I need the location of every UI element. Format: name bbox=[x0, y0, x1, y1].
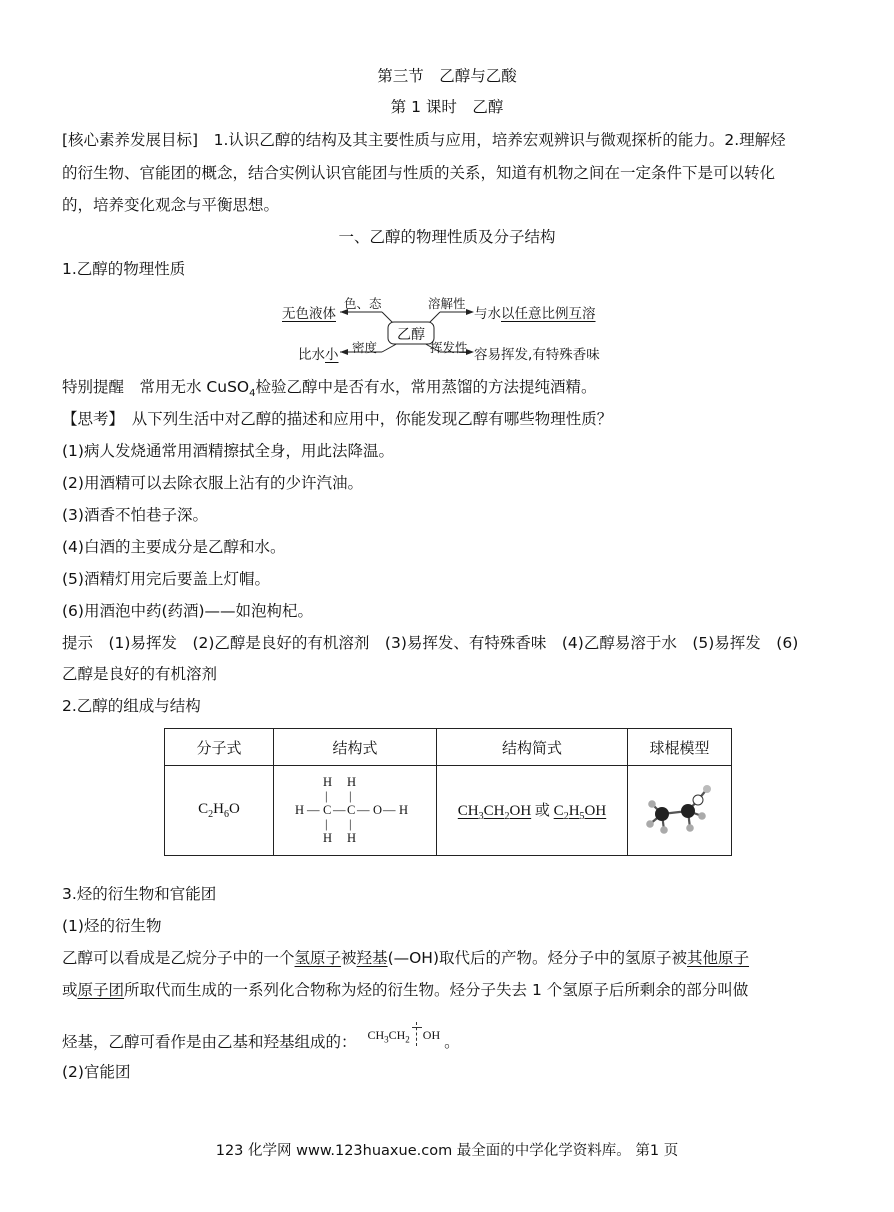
header-structural-formula: 结构式 bbox=[274, 729, 437, 766]
derivatives-line-2: 或原子团所取代而生成的一系列化合物称为烃的衍生物。烃分子失去 1 个氢原子后所剩余的部分叫做 bbox=[62, 981, 749, 999]
table-row bbox=[165, 766, 732, 856]
think-item: (5)酒精灯用完后要盖上灯帽。 bbox=[62, 570, 270, 588]
sub-heading-functional-group: (2)官能团 bbox=[62, 1063, 131, 1081]
structural-formula: H H | | H — C — C — O — H | | H H bbox=[274, 766, 437, 856]
section-title: 第三节 乙醇与乙酸 bbox=[377, 67, 517, 85]
sub-heading-derivatives: (1)烃的衍生物 bbox=[62, 917, 162, 935]
think-item: (1)病人发烧通常用酒精擦拭全身，用此法降温。 bbox=[62, 442, 394, 460]
diagram-density-value: 比水小 bbox=[298, 347, 339, 363]
structure-table bbox=[164, 728, 732, 856]
think-item: (6)用酒泡中药(药酒)——如泡枸杞。 bbox=[62, 602, 314, 620]
heading-derivatives: 3.烃的衍生物和官能团 bbox=[62, 885, 217, 903]
diagram-density-label: 密度 bbox=[352, 340, 378, 355]
diagram-color-state-value: 无色液体 bbox=[282, 306, 336, 322]
diagram-solubility-value: 与水以任意比例互溶 bbox=[474, 306, 596, 322]
molecular-formula: $C_2H_6O$ bbox=[165, 766, 274, 856]
header-ball-stick: 球棍模型 bbox=[628, 729, 732, 766]
goals-line-3: 的，培养变化观念与平衡思想。 bbox=[62, 196, 280, 214]
ball-stick-model-image bbox=[640, 774, 720, 844]
think-item: (2)用酒精可以去除衣服上沾有的少许汽油。 bbox=[62, 474, 363, 492]
page-footer: 123 化学网 www.123huaxue.com 最全面的中学化学资料库。 第1 页 bbox=[215, 1143, 679, 1159]
diagram-solubility-label: 溶解性 bbox=[428, 296, 466, 311]
ball-stick-model bbox=[628, 766, 732, 856]
diagram-volatility-label: 挥发性 bbox=[430, 340, 468, 355]
think-item: (3)酒香不怕巷子深。 bbox=[62, 506, 208, 524]
table-header-row bbox=[165, 729, 732, 766]
header-condensed-formula: 结构简式 bbox=[437, 729, 628, 766]
header-molecular-formula: 分子式 bbox=[165, 729, 274, 766]
think-answer-line-2: 乙醇是良好的有机溶剂 bbox=[62, 665, 218, 683]
heading-composition-structure: 2.乙醇的组成与结构 bbox=[62, 697, 201, 715]
special-tip: 特别提醒 常用无水 CuSO$_4$检验乙醇中是否有水，常用蒸馏的方法提纯酒精。 bbox=[62, 378, 597, 400]
condensed-formula: $CH_3CH_2OH$ 或 $C_2H_5OH$ bbox=[437, 766, 628, 856]
think-question: 【思考】 从下列生活中对乙醇的描述和应用中，你能发现乙醇有哪些物理性质？ bbox=[62, 410, 613, 428]
think-item: (4)白酒的主要成分是乙醇和水。 bbox=[62, 538, 286, 556]
goals-line-2: 的衍生物、官能团的概念，结合实例认识官能团与性质的关系，知道有机物之间在一定条件下是可以转化 bbox=[62, 164, 776, 182]
part1-heading: 一、乙醇的物理性质及分子结构 bbox=[338, 228, 556, 246]
derivatives-line-3: 烃基，乙醇可看作是由乙基和羟基组成的： $^{CH_3CH_2 OH}$ 。 bbox=[62, 1030, 460, 1057]
diagram-color-state-label: 色、态 bbox=[344, 296, 382, 311]
diagram-center: 乙醇 bbox=[397, 327, 425, 343]
derivatives-line-1: 乙醇可以看成是乙烷分子中的一个氢原子被羟基(—OH)取代后的产物。烃分子中的氢原子被其他原子 bbox=[62, 949, 750, 967]
think-answer-line-1: 提示 (1)易挥发 (2)乙醇是良好的有机溶剂 (3)易挥发、有特殊香味 (4)乙醇易溶于水 (5)易挥发 (6) bbox=[62, 634, 799, 652]
heading-physical-properties: 1.乙醇的物理性质 bbox=[62, 260, 186, 278]
lesson-title: 第 1 课时 乙醇 bbox=[390, 98, 504, 116]
goals-line-1: [核心素养发展目标] 1.认识乙醇的结构及其主要性质与应用，培养宏观辨识与微观探析的能力。2.理解烃 bbox=[62, 131, 786, 149]
diagram-volatility-value: 容易挥发,有特殊香味 bbox=[474, 347, 600, 363]
ethyl-hydroxyl-formula: CH3CH2 OH bbox=[367, 1028, 440, 1042]
